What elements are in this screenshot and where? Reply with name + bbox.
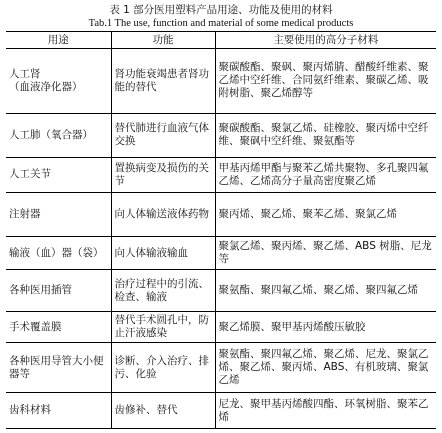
cell-use: 齿科材料 (6, 393, 111, 429)
cell-material: 尼龙、聚甲基丙烯酸四酯、环氧树脂、聚苯乙烯 (215, 393, 436, 429)
table-title-english: Tab.1 The use, function and material of some medical products (88, 18, 354, 29)
cell-function: 齿修补、替代 (111, 393, 215, 429)
table-row (6, 393, 436, 429)
cell-material: 聚氨酯、聚四氟乙烯、聚乙烯、尼龙、聚氯乙烯、聚乙烯、聚丙烯、ABS、有机玻璃、聚氯乙烯 (215, 343, 436, 393)
cell-use (6, 49, 111, 114)
cell-use: 手术覆盖膜 (6, 312, 111, 343)
use-line: （血液净化器） (9, 80, 83, 93)
header-use: 用途 (6, 32, 111, 49)
header-row (6, 32, 436, 49)
cell-function: 替代肺进行血液气体交换 (111, 113, 215, 157)
cell-function: 向人体输送液体药物 (111, 193, 215, 237)
cell-material: 聚碳酸酯、聚氯乙烯、硅橡胶、聚丙烯中空纤维、聚砜中空纤维、聚氨酯等 (215, 113, 436, 157)
table-row (6, 270, 436, 312)
table-row (6, 312, 436, 343)
cell-use: 各种医用插管 (6, 270, 111, 312)
cell-material: 甲基丙烯甲酯与聚苯乙烯共聚物、多孔聚四氟乙烯、乙烯高分子量高密度聚乙烯 (215, 157, 436, 192)
cell-function: 肾功能衰竭患者肾功能的替代 (111, 49, 215, 114)
cell-use: 各种医用导管大小便器等 (6, 343, 111, 393)
cell-material: 聚乙烯膜、聚甲基丙烯酸压敏胶 (215, 312, 436, 343)
table-row (6, 49, 436, 114)
cell-use: 人工肺（氧合器） (6, 113, 111, 157)
cell-use: 人工关节 (6, 157, 111, 192)
table-title-chinese: 表 1 部分医用塑料产品用途、功能及使用的材料 (109, 4, 333, 16)
cell-material: 聚丙烯、聚乙烯、聚苯乙烯、聚氯乙烯 (215, 193, 436, 237)
use-line: 人工肾 (9, 67, 41, 80)
table-row (6, 343, 436, 393)
table-row (6, 236, 436, 269)
cell-material: 聚氯乙烯、聚丙烯、聚乙烯、ABS 树脂、尼龙等 (215, 236, 436, 269)
cell-use: 注射器 (6, 193, 111, 237)
cell-material: 聚氨酯、聚四氟乙烯、聚乙烯、聚四氟乙烯 (215, 270, 436, 312)
cell-function: 替代手术圆孔中，防止汗液感染 (111, 312, 215, 343)
cell-function: 向人体输液输血 (111, 236, 215, 269)
table-row (6, 113, 436, 157)
cell-use: 输液（血）器（袋） (6, 236, 111, 269)
cell-function: 治疗过程中的引流、检查、输液 (111, 270, 215, 312)
header-material: 主要使用的高分子材料 (215, 32, 436, 49)
header-function: 功能 (111, 32, 215, 49)
cell-function: 置换病变及损伤的关节 (111, 157, 215, 192)
cell-function: 诊断、介入治疗、排污、化验 (111, 343, 215, 393)
table-row (6, 157, 436, 192)
materials-table (6, 31, 436, 429)
table-row (6, 193, 436, 237)
cell-material: 聚碳酸酯、聚砜、聚丙烯腈、醋酸纤维素、聚乙烯中空纤维、合同氨纤维素、聚碳乙烯、吸附树脂、聚乙烯醇等 (215, 49, 436, 114)
